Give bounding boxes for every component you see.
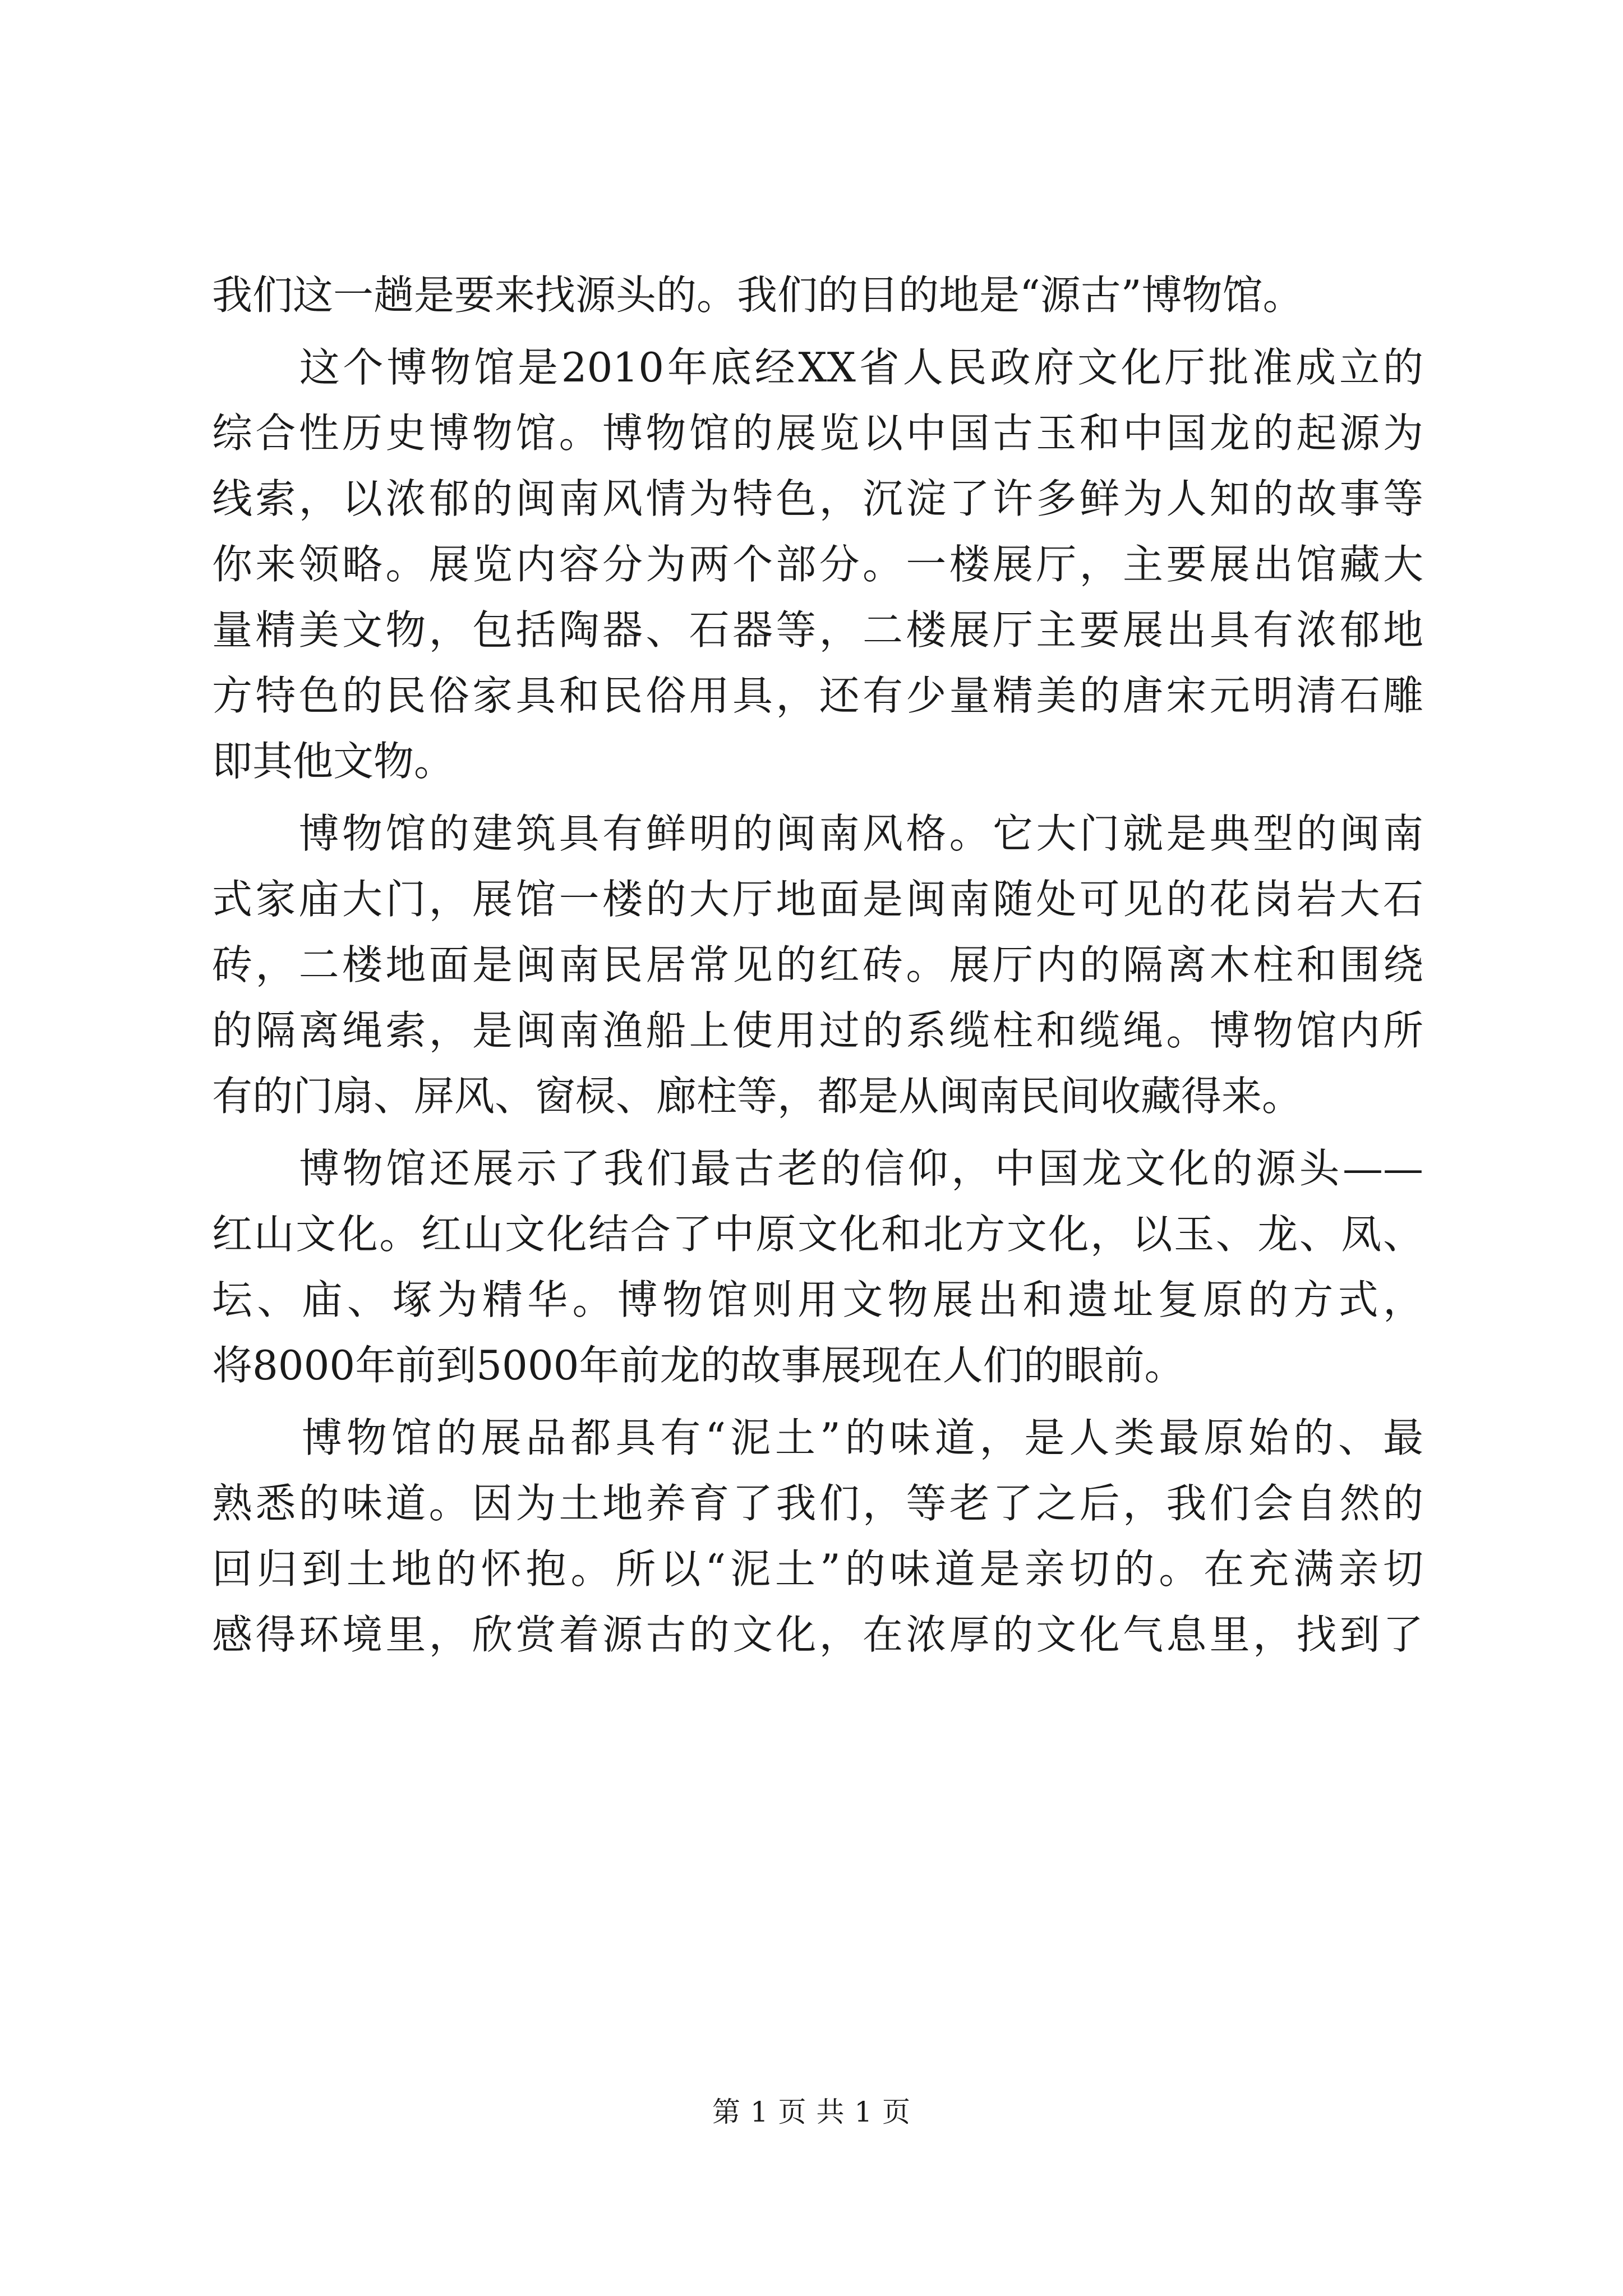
text-line: 这个博物馆是2010年底经XX省人民政府文化厅批准成立的	[212, 344, 1423, 391]
text-line: 有的门扇、屏风、窗棂、廊柱等，都是从闽南民间收藏得来。	[212, 1073, 1303, 1120]
text-line: 线索，以浓郁的闽南风情为特色，沉淀了许多鲜为人知的故事等	[212, 475, 1423, 522]
text-line: 量精美文物，包括陶器、石器等，二楼展厅主要展出具有浓郁地	[212, 606, 1423, 654]
text-line: 博物馆的展品都具有“泥土”的味道，是人类最原始的、最	[212, 1414, 1423, 1461]
text-line: 博物馆还展示了我们最古老的信仰，中国龙文化的源头——	[212, 1145, 1423, 1192]
text-line: 我们这一趟是要来找源头的。我们的目的地是“源古”博物馆。	[212, 272, 1303, 319]
body-text	[212, 263, 1423, 1668]
text-line: 即其他文物。	[212, 738, 455, 785]
text-line: 博物馆的建筑具有鲜明的闽南风格。它大门就是典型的闽南	[212, 810, 1423, 857]
paragraph-gap	[212, 794, 1423, 801]
paragraph-gap	[212, 1129, 1423, 1136]
paragraph	[212, 263, 1423, 328]
paragraph-gap	[212, 328, 1423, 335]
text-line: 红山文化。红山文化结合了中原文化和北方文化，以玉、龙、凤、	[212, 1211, 1423, 1258]
text-line: 综合性历史博物馆。博物馆的展览以中国古玉和中国龙的起源为	[212, 409, 1423, 457]
paragraph	[212, 1405, 1423, 1668]
text-line: 砖，二楼地面是闽南民居常见的红砖。展厅内的隔离木柱和围绕	[212, 941, 1423, 988]
text-line: 方特色的民俗家具和民俗用具，还有少量精美的唐宋元明清石雕	[212, 672, 1423, 719]
text-line: 将8000年前到5000年前龙的故事展现在人们的眼前。	[212, 1342, 1185, 1389]
paragraph-gap	[212, 1398, 1423, 1405]
text-line: 的隔离绳索，是闽南渔船上使用过的系缆柱和缆绳。博物馆内所	[212, 1007, 1423, 1054]
text-line: 回归到土地的怀抱。所以“泥土”的味道是亲切的。在充满亲切	[212, 1545, 1423, 1593]
paragraph	[212, 801, 1423, 1129]
text-line: 式家庙大门，展馆一楼的大厅地面是闽南随处可见的花岗岩大石	[212, 876, 1423, 923]
text-line: 熟悉的味道。因为土地养育了我们，等老了之后，我们会自然的	[212, 1480, 1423, 1527]
text-line: 坛、庙、塚为精华。博物馆则用文物展出和遗址复原的方式，	[212, 1276, 1423, 1323]
paragraph	[212, 1136, 1423, 1398]
page-footer: 第 1 页 共 1 页	[712, 2096, 911, 2128]
text-line: 你来领略。展览内容分为两个部分。一楼展厅，主要展出馆藏大	[212, 541, 1423, 588]
paragraph	[212, 335, 1423, 794]
text-line: 感得环境里，欣赏着源古的文化，在浓厚的文化气息里，找到了	[212, 1611, 1423, 1658]
